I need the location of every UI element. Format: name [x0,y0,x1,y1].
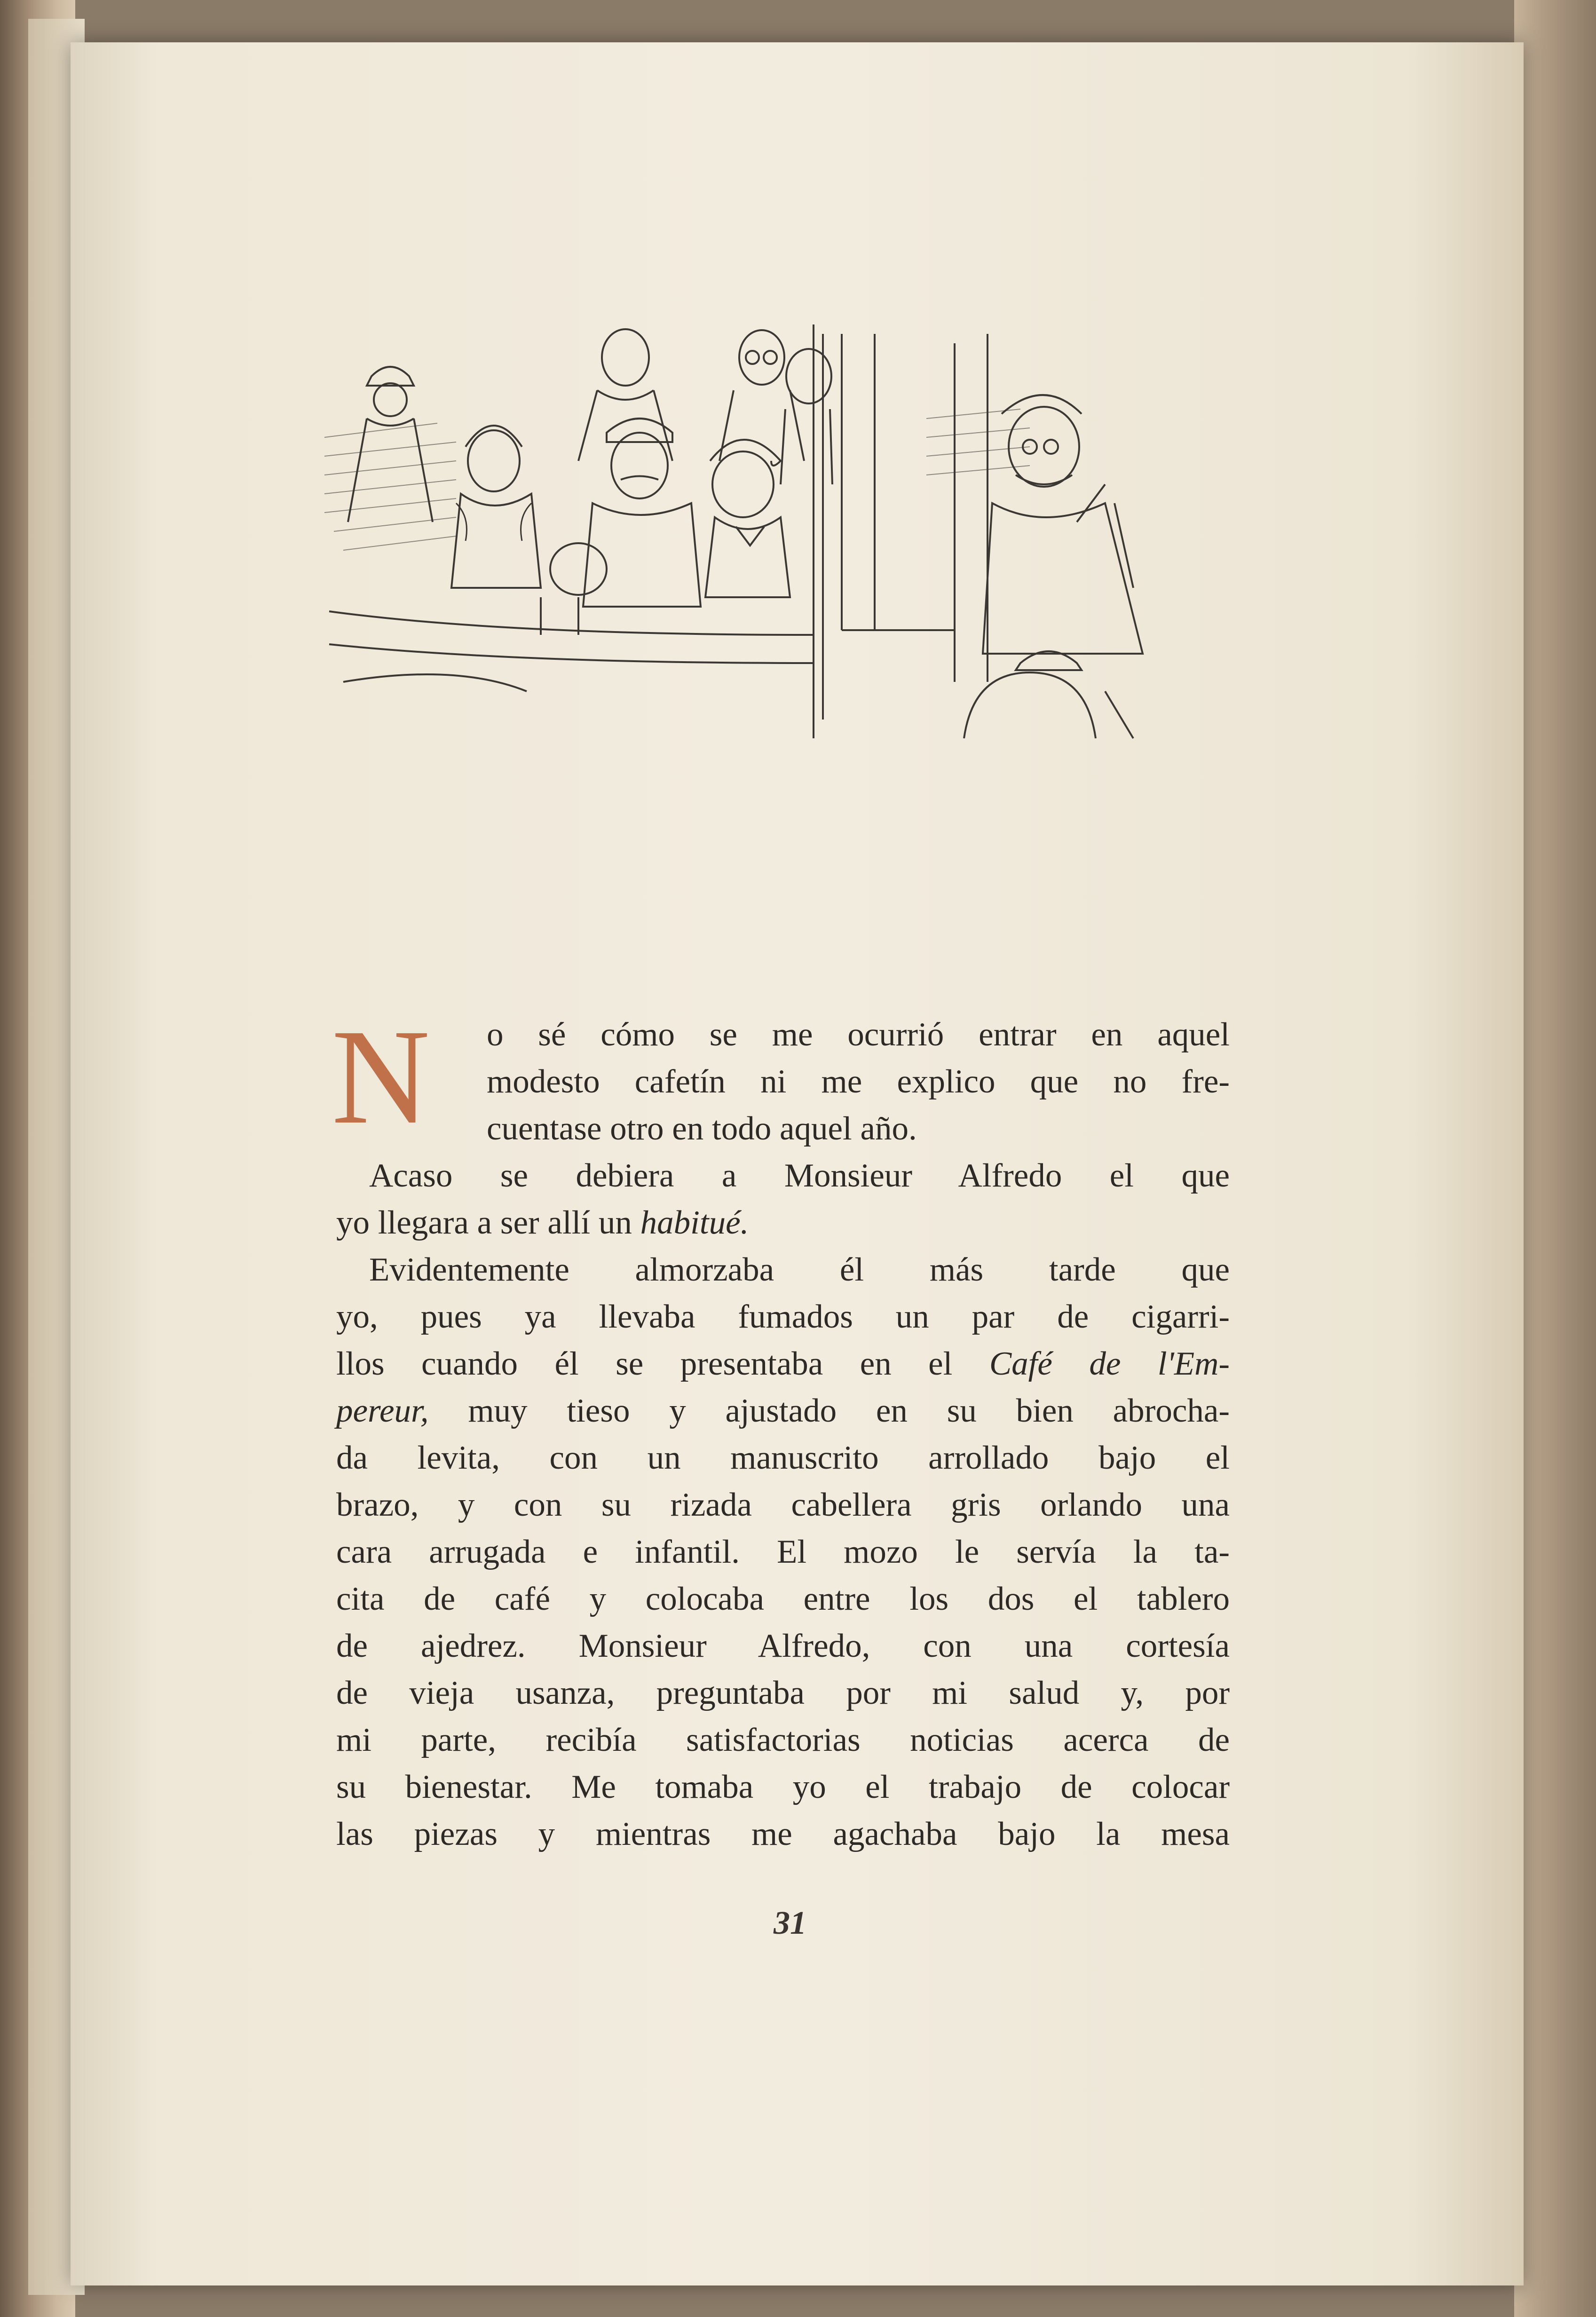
text-line: modesto cafetín ni me explico que no fre- [487,1063,1230,1100]
text-line: da levita, con un manuscrito arrollado bajo el [336,1439,1230,1476]
text-line: Acaso se debiera a Monsieur Alfredo el que [369,1157,1230,1194]
body-text [332,1001,1230,1858]
text-line: Evidentemente almorzaba él más tarde que [369,1251,1230,1288]
text-line: las piezas y mientras me agachaba bajo la mesa [336,1816,1230,1852]
text-line: mi parte, recibía satisfactorias noticias acerca de [336,1722,1230,1758]
text-line: su bienestar. Me tomaba yo el trabajo de colocar [336,1769,1230,1805]
italic-title: Café de l'Em- [989,1345,1230,1382]
text-line [336,1387,1230,1434]
italic-title: pereur, [336,1392,429,1429]
text-segment: yo llegara a ser allí un [336,1204,640,1241]
text-segment: muy tieso y ajustado en su bien abrocha- [428,1392,1230,1429]
text-line: de ajedrez. Monsieur Alfredo, con una cortesía [336,1628,1230,1664]
text-line [336,1199,1230,1246]
text-line: cara arrugada e infantil. El mozo le servía la ta- [336,1534,1230,1570]
drop-cap: N [332,1001,430,1152]
book-page [71,42,1524,2285]
italic-word: habitué. [640,1204,749,1241]
text-line: cuentase otro en todo aquel año. [487,1110,917,1147]
text-line: cita de café y colocaba entre los dos el tablero [336,1581,1230,1617]
text-line: brazo, y con su rizada cabellera gris orlando una [336,1487,1230,1523]
text-line: o sé cómo se me ocurrió entrar en aquel [487,1016,1230,1053]
page-number: 31 [774,1905,806,1941]
book-cover-right [1514,0,1596,2317]
text-segment: llos cuando él se presentaba en el [336,1345,989,1382]
cafe-scene-illustration [315,306,1209,776]
text-line: yo, pues ya llevaba fumados un par de cigarri- [336,1298,1230,1335]
text-line: de vieja usanza, preguntaba por mi salud y, por [336,1675,1230,1711]
text-line [336,1340,1230,1387]
